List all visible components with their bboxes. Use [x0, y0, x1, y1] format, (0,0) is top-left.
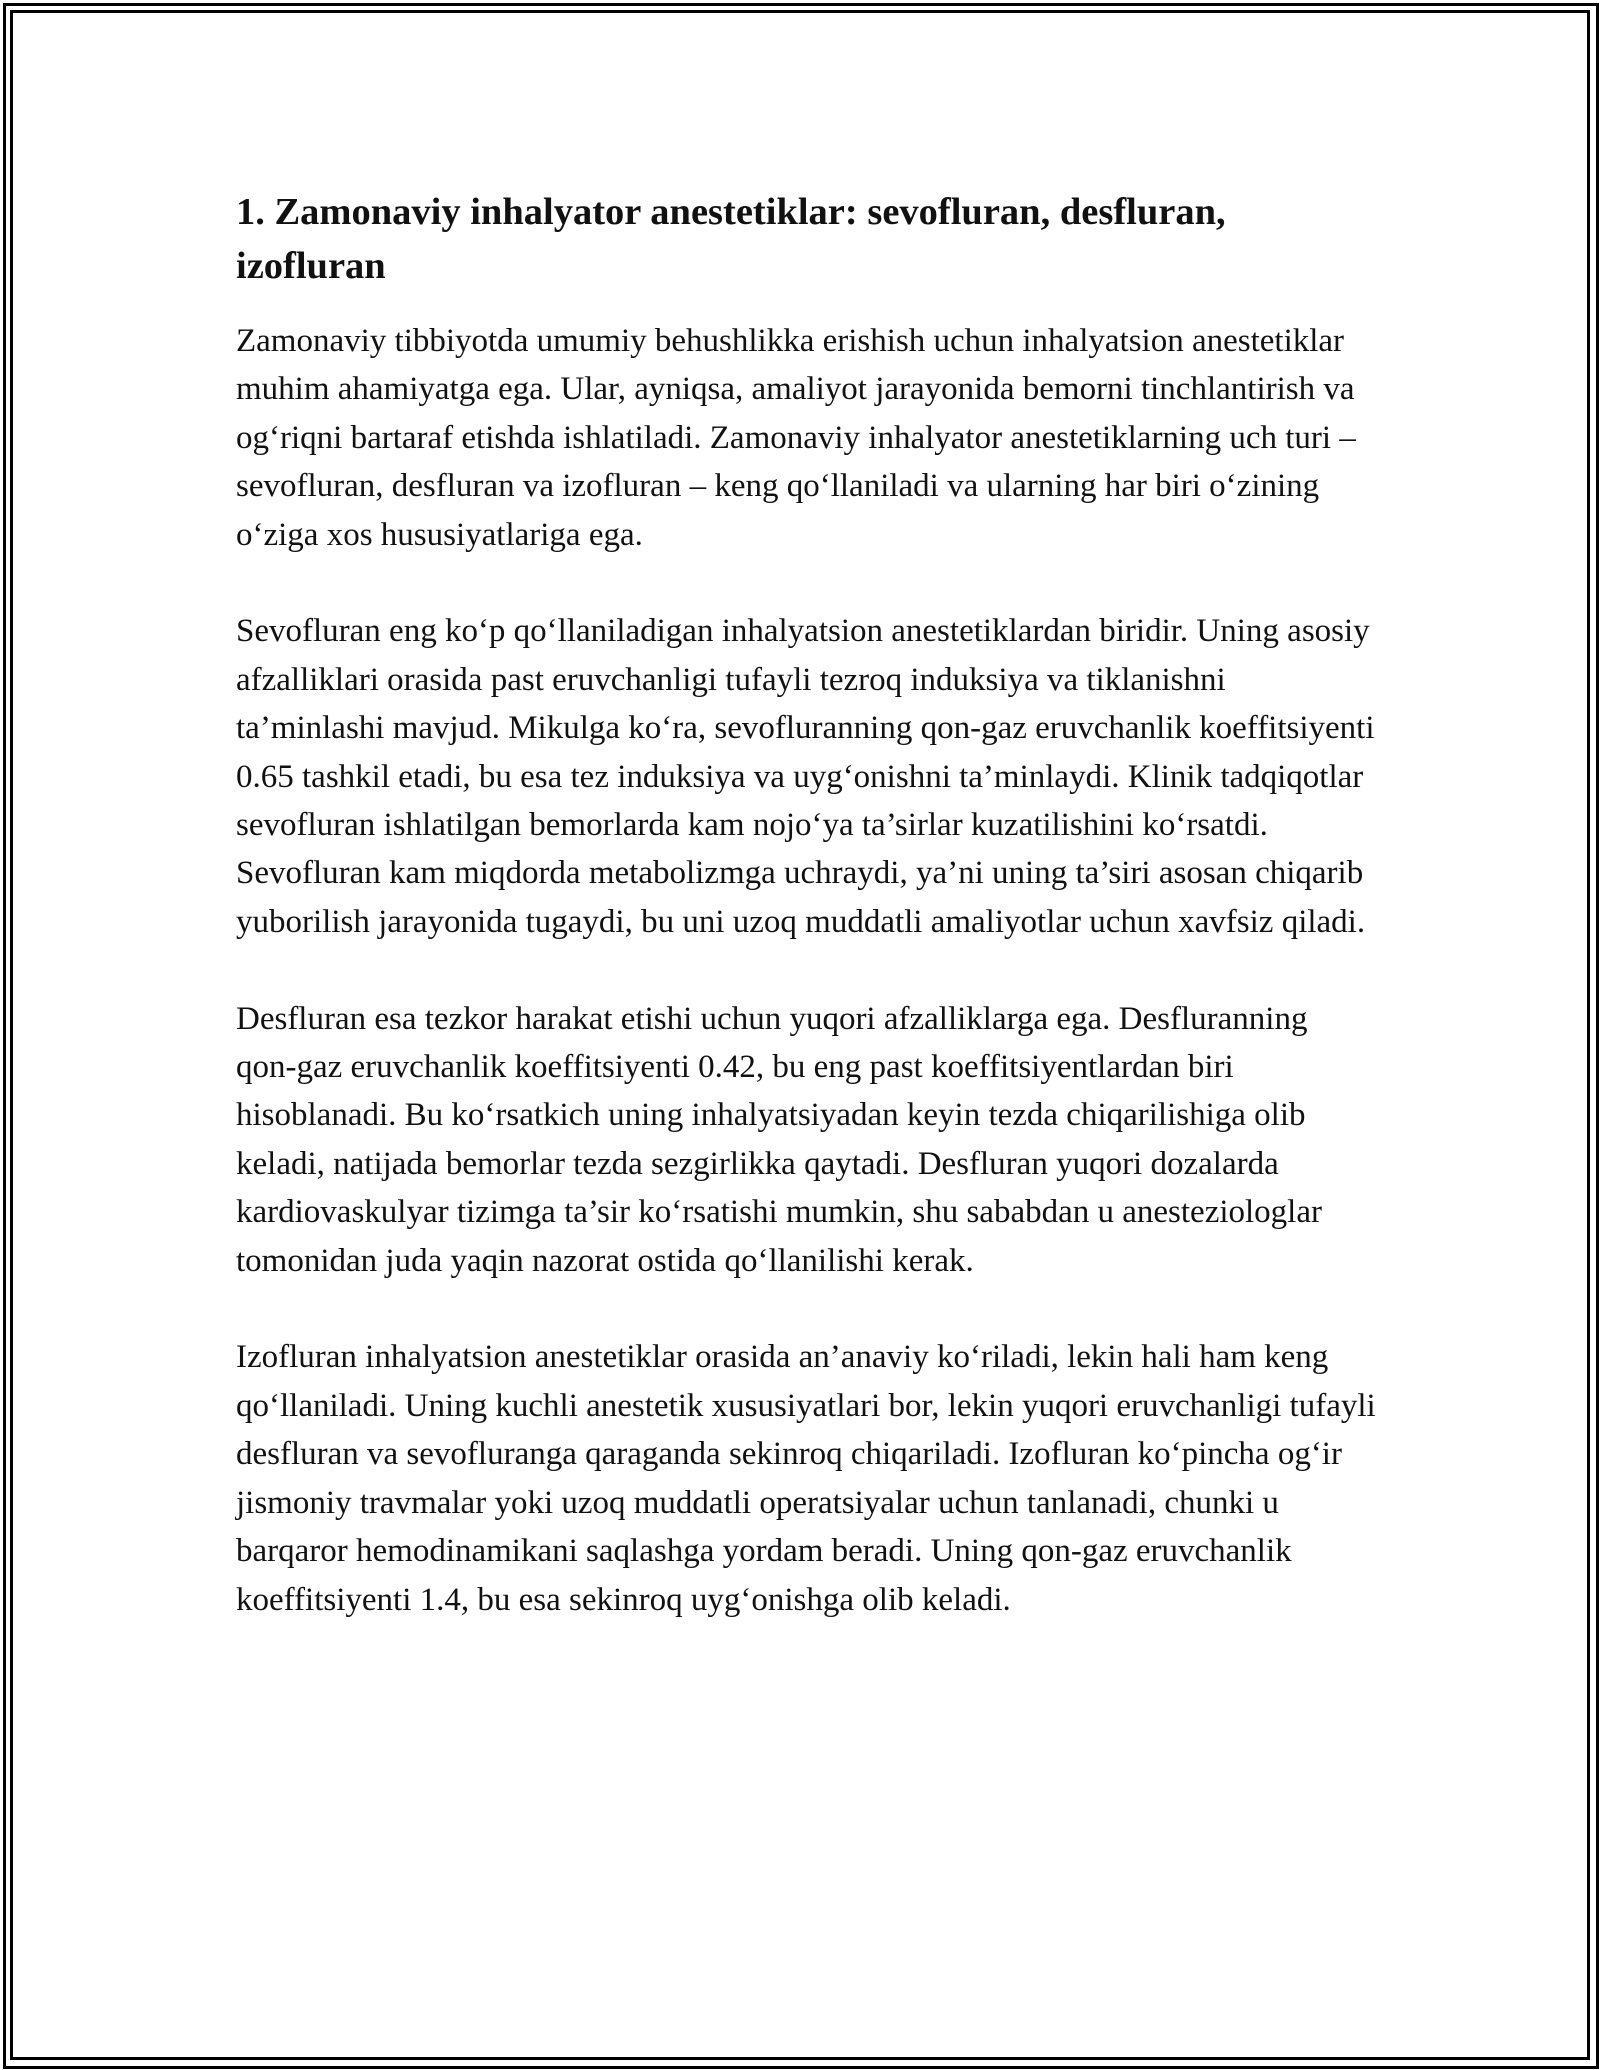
- paragraph-sevofluran: Sevofluran eng ko‘p qo‘llaniladigan inhalyatsion anestetiklardan biridir. Uning asosiy afzalliklari orasida past eruvchanligi tufayli tezroq induksiya va tiklanishni ta’minlashi mavjud. Mikulga ko‘ra, sevofluranning qon-gaz eruvchanlik koeffitsiyenti 0.65 tashkil etadi, bu esa tez induksiya va uyg‘onishni ta’minlaydi. Klinik tadqiqotlar sevofluran ishlatilgan bemorlarda kam nojo‘ya ta’sirlar kuzatilishini ko‘rsatdi. Sevofluran kam miqdorda metabolizmga uchraydi, ya’ni uning ta’siri asosan chiqarib yuborilish jarayonida tugaydi, bu uni uzoq muddatli amaliyotlar uchun xavfsiz qiladi.: [236, 613, 1375, 940]
- document-page: [236, 185, 1376, 1672]
- paragraph-izofluran: Izofluran inhalyatsion anestetiklar orasida an’anaviy ko‘riladi, lekin hali ham keng qo‘llaniladi. Uning kuchli anestetik xususiyatlari bor, lekin yuqori eruvchanligi tufayli desfluran va sevofluranga qaraganda sekinroq chiqariladi. Izofluran ko‘pincha og‘ir jismoniy travmalar yoki uzoq muddatli operatsiyalar uchun tanlanadi, chunki u barqaror hemodinamikani saqlashga yordam beradi. Uning qon-gaz eruvchanlik koeffitsiyenti 1.4, bu esa sekinroq uyg‘onishga olib keladi.: [236, 1339, 1376, 1618]
- section-heading: 1. Zamonaviy inhalyator anestetiklar: sevofluran, desfluran, izofluran: [236, 191, 1226, 287]
- paragraph-intro: Zamonaviy tibbiyotda umumiy behushlikka erishish uchun inhalyatsion anestetiklar muhim ahamiyatga ega. Ular, ayniqsa, amaliyot jarayonida bemorni tinchlantirish va og‘riqni bartaraf etishda ishlatiladi. Zamonaviy inhalyator anestetiklarning uch turi – sevofluran, desfluran va izofluran – keng qo‘llaniladi va ularning har biri o‘zining o‘ziga xos hususiyatlariga ega.: [236, 323, 1356, 553]
- paragraph-desfluran: Desfluran esa tezkor harakat etishi uchun yuqori afzalliklarga ega. Desfluranning qon-gaz eruvchanlik koeffitsiyenti 0.42, bu eng past koeffitsiyentlardan biri hisoblanadi. Bu ko‘rsatkich uning inhalyatsiyadan keyin tezda chiqarilishiga olib keladi, natijada bemorlar tezda sezgirlikka qaytadi. Desfluran yuqori dozalarda kardiovaskulyar tizimga ta’sir ko‘rsatishi mumkin, shu sababdan u anesteziologlar tomonidan juda yaqin nazorat ostida qo‘llanilishi kerak.: [236, 1000, 1322, 1279]
